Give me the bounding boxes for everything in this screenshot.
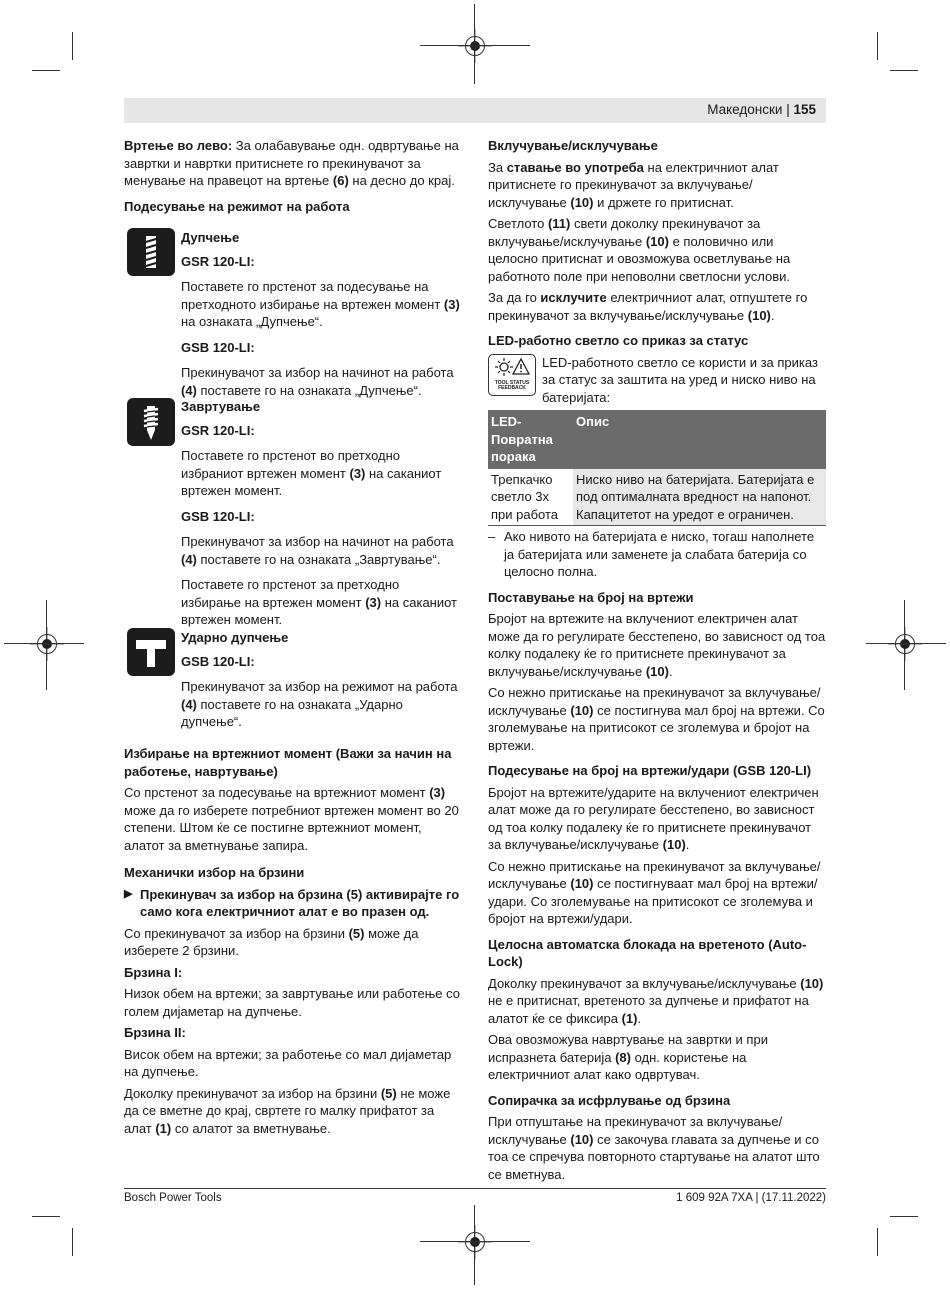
warning-item: ▶ Прекинувач за избор на брзина (5) активирајте го само кога електричниот алат е во празен од. xyxy=(124,886,460,919)
heading-speed: Поставување на број на вртежи xyxy=(488,589,694,605)
gear-1-title: Брзина I: xyxy=(124,964,183,980)
paragraph-gear-last: Доколку прекинувачот за избор на брзини (5) не може да се вметне до крај, свртете го малку прифатот за алат (1) со алатот за вметнување. xyxy=(124,1085,451,1136)
paragraph-gear: Со прекинувачот за избор на брзини (5) може да изберете 2 брзини. xyxy=(124,925,419,958)
table-header-desc: Опис xyxy=(573,410,826,469)
table-row xyxy=(488,469,826,526)
led-intro-block xyxy=(488,354,826,407)
table-header-led: LED-Повратна порака xyxy=(488,410,573,469)
left-column-lower xyxy=(124,737,462,1141)
heading-onoff: Вклучување/исклучување xyxy=(488,138,658,153)
table-cell-led: Трепкачко светло 3x при работа xyxy=(488,469,573,526)
registration-mark-icon xyxy=(465,1232,485,1252)
dash-item: – Ако нивото на батеријата е ниско, тогаш наполнете ја батеријата или заменете ја слабата батерија со целосно полна. xyxy=(488,529,815,579)
paragraph-lock-2: Ова овозможува навртување на завртки и при испразнета батерија (8) одн. користење на електричниот алат како одвртувач. xyxy=(488,1032,768,1082)
led-intro: LED-работното светло се користи и за приказ за статус за заштита на уред и ниско ниво на батеријата: xyxy=(542,354,818,405)
heading-torque: Избирање на вртежниот момент (Важи за начин на работење, навртување) xyxy=(124,746,452,779)
paragraph-speed-2: Со нежно притискање на прекинувачот за вклучување/исклучување (10) се постигнува мал број на вртежи. Со зголемувањe на притисокот се зголемува и бројот на вртежи. xyxy=(488,685,825,753)
gear-2-title: Брзина II: xyxy=(124,1025,186,1040)
mode-drill-title: Дупчење xyxy=(181,230,240,245)
left-column xyxy=(124,137,462,219)
mode-impact-title: Ударно дупчење xyxy=(181,630,289,645)
model-label: GSR 120-LI: xyxy=(181,422,255,438)
paragraph-impact-2: Со нежно притискање на прекинувачот за вклучување/исклучување (10) се постигнуваат мал број на вртежи/удари. Со зголемувањe на притисокот се зголемува и бројот на вртежи/удари. xyxy=(488,858,821,926)
registration-mark-icon xyxy=(895,634,915,654)
footer-right: 1 609 92A 7XA | (17.11.2022) xyxy=(676,1192,826,1204)
screw-icon xyxy=(127,398,175,446)
drill-bit-icon xyxy=(127,228,175,276)
right-column xyxy=(488,137,826,1187)
footer-left: Bosch Power Tools xyxy=(124,1192,222,1204)
crop-mark xyxy=(877,1228,878,1256)
heading-auto-lock: Целосна автоматска блокада на вретеното (Auto-Lock) xyxy=(488,936,807,969)
heading-mode: Подесување на режимот на работа xyxy=(124,198,350,214)
paragraph: Поставете го прстенот во претходно избраниот вртежен момент (3) на саканиот вртежен момент. xyxy=(181,448,442,498)
footer-rule xyxy=(124,1188,826,1189)
paragraph-on: За ставање во употреба на електричниот алат притиснете го прекинувачот за вклучување/исклучување (10) и држете го притиснат. xyxy=(488,159,779,210)
mode-screw xyxy=(181,398,461,633)
registration-mark-icon xyxy=(37,634,57,654)
crop-mark xyxy=(890,1216,918,1217)
crop-mark xyxy=(72,32,73,60)
crop-mark xyxy=(72,1228,73,1256)
heading-led: LED-работно светло со приказ за статус xyxy=(488,333,749,348)
page-number: 155 xyxy=(793,102,816,117)
paragraph: Прекинувачот за избор на режимот на работа (4) поставете го на ознаката „Ударно дупчење“. xyxy=(181,679,458,729)
paragraph-torque: Со прстенот за подесување на вртежниот момент (3) може да го изберете потребниот вртежен момент во 20 степени. Штом ќе се постигне вртежниот момент, алатот за вметнување запира. xyxy=(124,785,459,853)
paragraph-speed-1: Бројот на вртежите на вклучениот електричен алат може да го регулирате бесстепено, во зависност од тоа колку подалеку ќе го притиснете прекинувачот за вклучување/исклучување (10). xyxy=(488,611,826,679)
page-header xyxy=(124,98,826,123)
paragraph: Поставете го прстенот за претходно избирање на вртежен момент (3) на саканиот вртежен момент. xyxy=(181,577,458,627)
crop-mark xyxy=(877,32,878,60)
mode-drill xyxy=(181,229,461,403)
model-label: GSR 120-LI: xyxy=(181,253,255,269)
paragraph: Прекинувачот за избор на начинот на работа (4) поставете го на ознаката „Завртување“. xyxy=(181,534,454,567)
paragraph-light: Светлото (11) свети доколку прекинувачот за вклучување/исклучување (10) е половично или целосно притиснат и овозможува осветлување на работното поле при неповолни светлосни услови. xyxy=(488,216,791,284)
led-table xyxy=(488,410,826,526)
table-header-row xyxy=(488,410,826,469)
mode-impact xyxy=(181,629,461,735)
paragraph-rotation: Вртење во лево: За олабавување одн. одвртување на завртки и навртки притиснете го прекинувачот за менување на правецот на вртење (6) на десно до крај. xyxy=(124,138,459,188)
paragraph-brake: При отпуштање на прекинувачот за вклучување/исклучување (10) се закочува главата за дупчење и со тоа се спречува повторното стартување на алатот што се вметнува. xyxy=(488,1114,820,1182)
led-icon-label: TOOL STATUS FEEDBACK xyxy=(494,379,530,391)
header-text: Македонски | 155 xyxy=(707,102,816,117)
crop-mark xyxy=(890,70,918,71)
heading-brake: Сопирачка за исфрлување од брзина xyxy=(488,1092,731,1108)
heading-impact-rate: Подесување на број на вртежи/удари (GSB 120-LI) xyxy=(488,763,812,778)
bullet-arrow-icon: ▶ xyxy=(124,887,133,900)
model-label: GSB 120-LI: xyxy=(181,339,255,355)
paragraph-impact-1: Бројот на вртежите/ударите на вклучениот електричен алат може да го регулирате бесстепено, во зависност од тоа колку подалеку ќе го притиснете прекинувачот за вклучување/исклучување (10). xyxy=(488,784,819,852)
mode-screw-title: Завртување xyxy=(181,399,261,414)
table-cell-desc: Ниско ниво на батеријата. Батеријата е под оптималната вредност на напонот. Капацитетот на уредот е ограничен. xyxy=(573,469,826,526)
gear-1-text: Низок обем на вртежи; за завртување или работење со голем дијаметар на дупчење. xyxy=(124,986,460,1019)
heading-gear: Механички избор на брзини xyxy=(124,865,305,880)
model-label: GSB 120-LI: xyxy=(181,653,255,669)
gear-2-text: Висок обем на вртежи; за работење со мал дијаметар на дупчење. xyxy=(124,1046,452,1079)
paragraph-off: За да го исклучите електричниот алат, отпуштете го прекинувачот за вклучување/исклучување (10). xyxy=(488,290,808,323)
tool-status-feedback-icon xyxy=(488,354,536,396)
crop-mark xyxy=(32,70,60,71)
registration-mark-icon xyxy=(465,36,485,56)
crop-mark xyxy=(32,1216,60,1217)
header-language: Македонски xyxy=(707,102,783,117)
model-label: GSB 120-LI: xyxy=(181,508,255,524)
paragraph-lock-1: Доколку прекинувачот за вклучување/исклучување (10) не е притиснат, вретеното за дупчење и прифатот на алатот ќе се фиксира (1). xyxy=(488,975,824,1026)
paragraph: Поставете го прстенот за подесување на претходното избирање на вртежен момент (3) на ознаката „Дупчење“. xyxy=(181,279,460,329)
paragraph: Прекинувачот за избор на начинот на работа (4) поставете го на ознаката „Дупчење“. xyxy=(181,365,454,398)
hammer-icon xyxy=(127,628,175,676)
